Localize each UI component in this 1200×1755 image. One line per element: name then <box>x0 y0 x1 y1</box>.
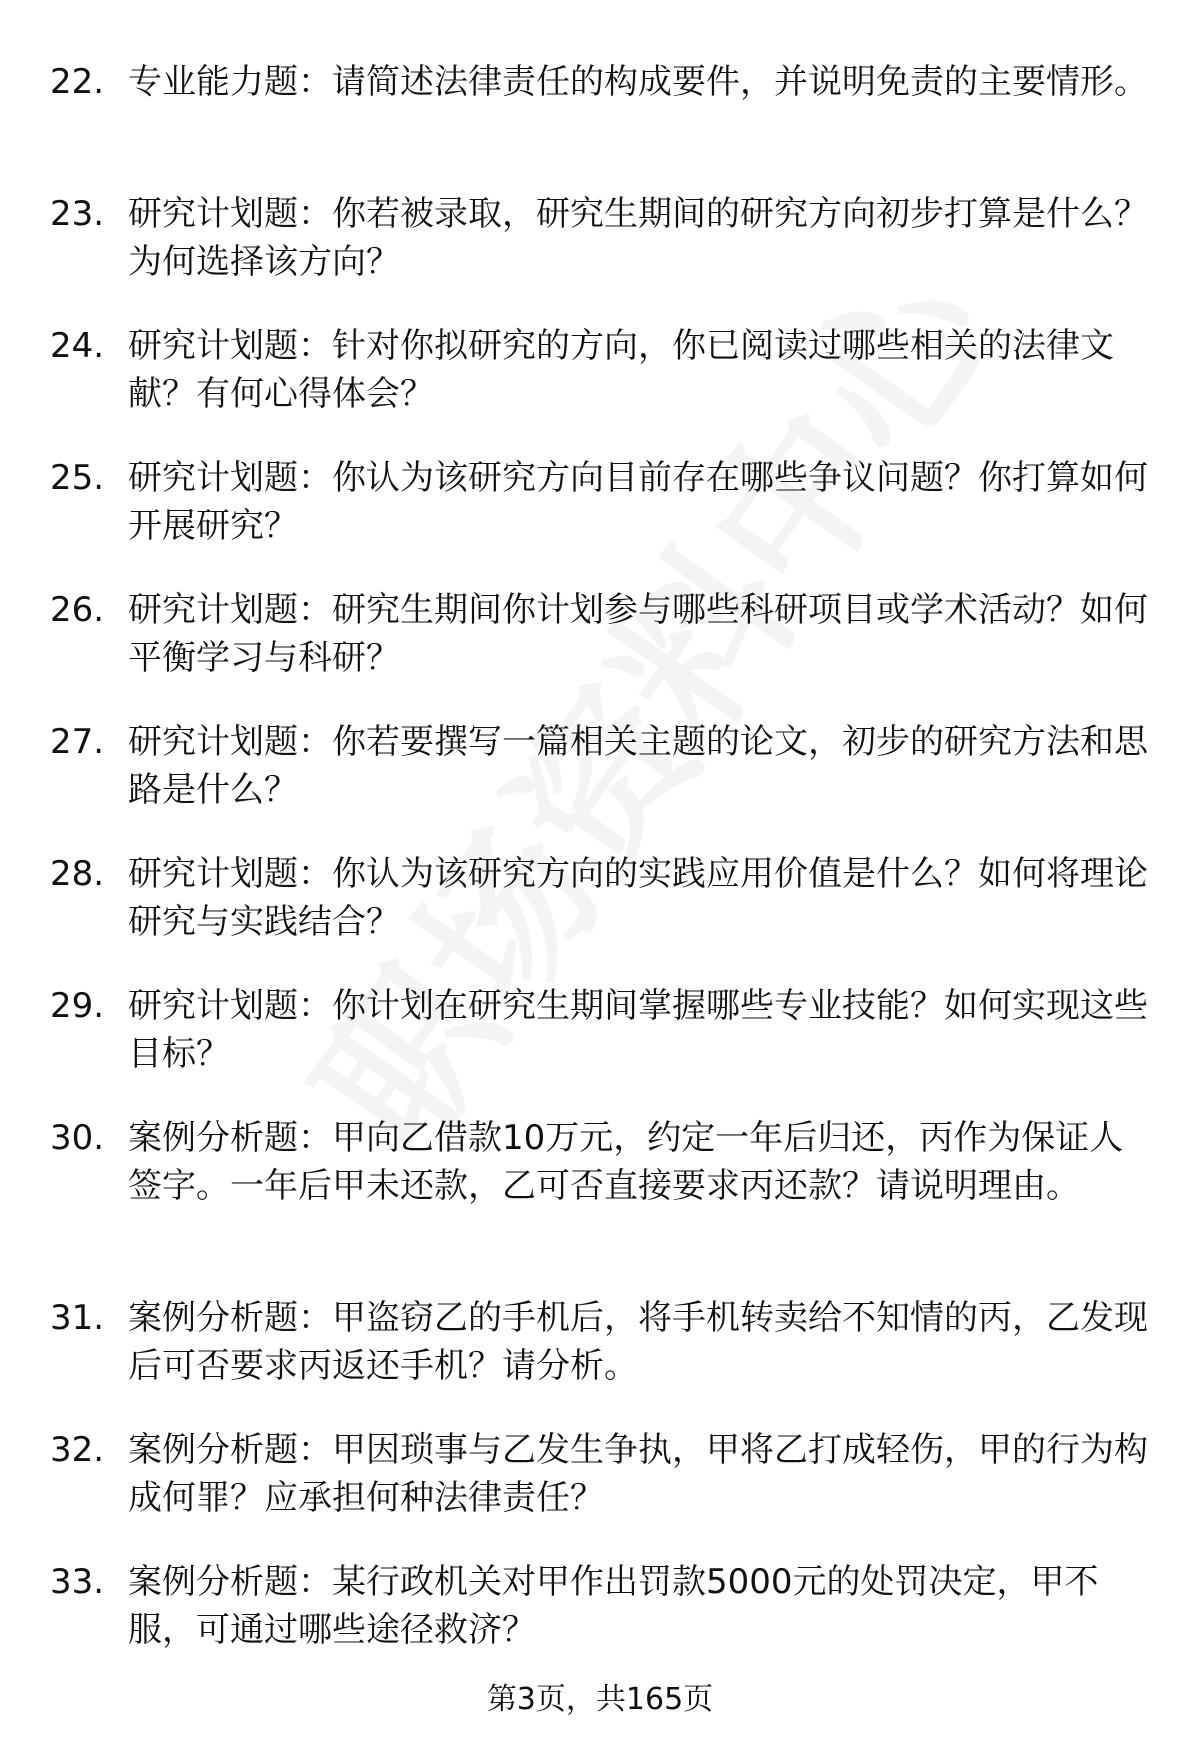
question-number: 22. <box>50 62 105 102</box>
question-number: 23. <box>50 194 105 234</box>
question-text: 研究计划题：你认为该研究方向目前存在哪些争议问题？你打算如何开展研究？ <box>128 458 1148 546</box>
question-number: 25. <box>50 458 105 498</box>
page-indicator: 第3页，共165页 <box>486 1682 714 1717</box>
question-text: 研究计划题：你若要撰写一篇相关主题的论文，初步的研究方法和思路是什么？ <box>128 722 1148 810</box>
question-item <box>0 322 1200 418</box>
question-item <box>0 586 1200 682</box>
question-number: 24. <box>50 326 105 366</box>
question-item <box>0 1294 1200 1390</box>
question-text: 专业能力题：请简述法律责任的构成要件，并说明免责的主要情形。 <box>128 62 1148 102</box>
question-list <box>0 58 1200 1690</box>
question-text: 研究计划题：你若被录取，研究生期间的研究方向初步打算是什么？为何选择该方向？ <box>128 194 1148 282</box>
question-text: 案例分析题：某行政机关对甲作出罚款5000元的处罚决定，甲不服，可通过哪些途径救济？ <box>128 1562 1099 1650</box>
question-item <box>0 1558 1200 1654</box>
question-item <box>0 1114 1200 1258</box>
question-number: 26. <box>50 590 105 630</box>
question-item <box>0 58 1200 154</box>
question-number: 27. <box>50 722 105 762</box>
question-text: 案例分析题：甲盗窃乙的手机后，将手机转卖给不知情的丙，乙发现后可否要求丙返还手机？请分析。 <box>128 1298 1148 1386</box>
question-text: 研究计划题：针对你拟研究的方向，你已阅读过哪些相关的法律文献？有何心得体会？ <box>128 326 1114 414</box>
question-item <box>0 982 1200 1078</box>
question-text: 案例分析题：甲向乙借款10万元，约定一年后归还，丙作为保证人签字。一年后甲未还款，乙可否直接要求丙还款？请说明理由。 <box>128 1118 1124 1206</box>
question-number: 33. <box>50 1562 105 1602</box>
question-item <box>0 718 1200 814</box>
question-number: 28. <box>50 854 105 894</box>
question-number: 32. <box>50 1430 105 1470</box>
question-item <box>0 190 1200 286</box>
question-text: 研究计划题：研究生期间你计划参与哪些科研项目或学术活动？如何平衡学习与科研？ <box>128 590 1148 678</box>
question-number: 30. <box>50 1118 105 1158</box>
question-item <box>0 1426 1200 1522</box>
question-text: 案例分析题：甲因琐事与乙发生争执，甲将乙打成轻伤，甲的行为构成何罪？应承担何种法律责任？ <box>128 1430 1148 1518</box>
question-number: 31. <box>50 1298 105 1338</box>
question-text: 研究计划题：你计划在研究生期间掌握哪些专业技能？如何实现这些目标？ <box>128 986 1148 1074</box>
question-item <box>0 454 1200 550</box>
question-number: 29. <box>50 986 105 1026</box>
question-text: 研究计划题：你认为该研究方向的实践应用价值是什么？如何将理论研究与实践结合？ <box>128 854 1148 942</box>
question-item <box>0 850 1200 946</box>
